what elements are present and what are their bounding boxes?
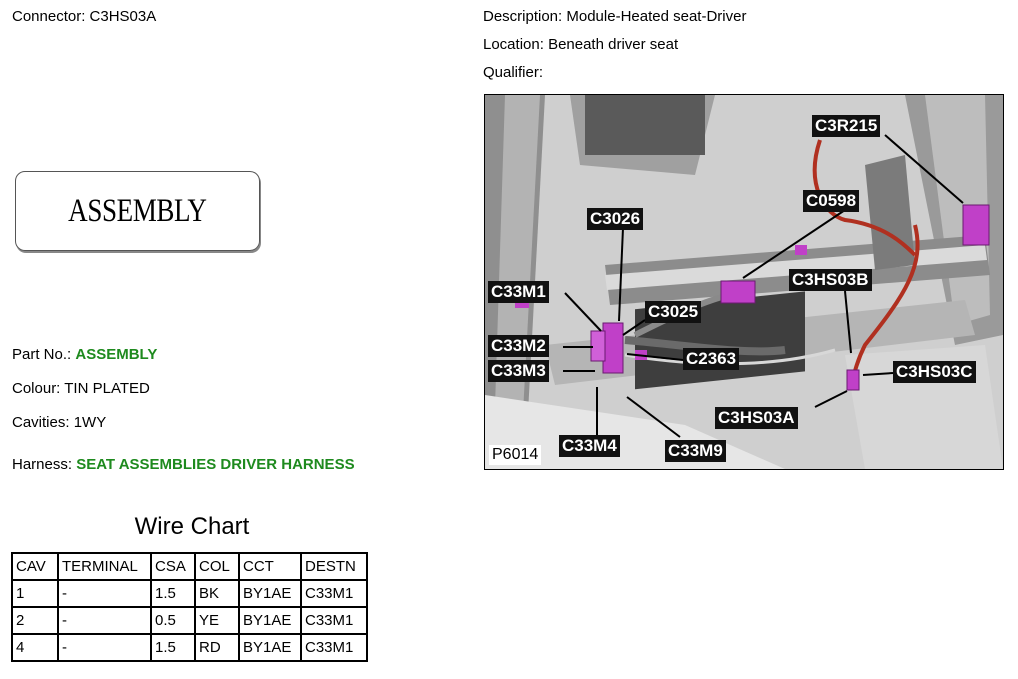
location-line (483, 36, 678, 53)
callout-c0598: C0598 (803, 190, 859, 212)
qualifier-label: Qualifier: (483, 64, 544, 81)
cell-terminal: - (58, 580, 151, 607)
callout-c2363: C2363 (683, 348, 739, 370)
header-csa: CSA (151, 553, 195, 580)
connector-line (12, 8, 156, 25)
description-value: Module-Heated seat-Driver (566, 8, 747, 25)
harness-value[interactable]: SEAT ASSEMBLIES DRIVER HARNESS (76, 456, 355, 473)
cell-terminal: - (58, 634, 151, 661)
colour-line (12, 380, 150, 397)
connector-location-figure (484, 94, 1004, 470)
location-value: Beneath driver seat (548, 36, 679, 53)
header-terminal: TERMINAL (58, 553, 151, 580)
table-row (12, 607, 367, 634)
cell-cct: BY1AE (239, 634, 301, 661)
connector-value: C3HS03A (89, 8, 157, 25)
cavities-value: 1WY (73, 414, 107, 431)
description-line (483, 8, 746, 25)
figure-id-label: P6014 (489, 445, 541, 465)
assembly-image (15, 171, 260, 251)
harness-line (12, 456, 355, 473)
connector-label: Connector: (12, 8, 86, 25)
callout-c33m3: C33M3 (488, 360, 549, 382)
cell-csa: 1.5 (151, 580, 195, 607)
part-no-label: Part No.: (12, 346, 72, 363)
callout-c3025: C3025 (645, 301, 701, 323)
colour-label: Colour: (12, 380, 61, 397)
cell-cav: 1 (12, 580, 58, 607)
qualifier-line (483, 64, 543, 81)
cavities-label: Cavities: (12, 414, 70, 431)
cell-destn[interactable]: C33M1 (301, 607, 367, 634)
cell-cct: BY1AE (239, 580, 301, 607)
harness-label: Harness: (12, 456, 73, 473)
table-row (12, 634, 367, 661)
callout-c33m4: C33M4 (559, 435, 620, 457)
cell-csa: 0.5 (151, 607, 195, 634)
cell-destn[interactable]: C33M1 (301, 580, 367, 607)
header-cav: CAV (12, 553, 58, 580)
callout-c33m1: C33M1 (488, 281, 549, 303)
callout-c33m2: C33M2 (488, 335, 549, 357)
header-cct: CCT (239, 553, 301, 580)
location-label: Location: (483, 36, 544, 53)
cell-col: RD (195, 634, 239, 661)
cell-terminal: - (58, 607, 151, 634)
cell-destn[interactable]: C33M1 (301, 634, 367, 661)
cell-csa: 1.5 (151, 634, 195, 661)
header-col: COL (195, 553, 239, 580)
header-destn: DESTN (301, 553, 367, 580)
wire-chart-table (11, 552, 368, 662)
part-no-line (12, 346, 157, 363)
cell-cav: 2 (12, 607, 58, 634)
cell-cct: BY1AE (239, 607, 301, 634)
cell-cav: 4 (12, 634, 58, 661)
cavities-line (12, 414, 106, 431)
assembly-image-text: ASSEMBLY (68, 192, 207, 229)
callout-c3hs03b: C3HS03B (789, 269, 872, 291)
part-no-value[interactable]: ASSEMBLY (75, 346, 158, 363)
cell-col: YE (195, 607, 239, 634)
callout-c3026: C3026 (587, 208, 643, 230)
callout-c33m9: C33M9 (665, 440, 726, 462)
wire-chart-header-row (12, 553, 367, 580)
description-label: Description: (483, 8, 563, 25)
cell-col: BK (195, 580, 239, 607)
callout-c3hs03a: C3HS03A (715, 407, 798, 429)
wire-chart-title: Wire Chart (134, 513, 250, 540)
table-row (12, 580, 367, 607)
callout-c3hs03c: C3HS03C (893, 361, 976, 383)
colour-value: TIN PLATED (64, 380, 150, 397)
callout-c3r215: C3R215 (812, 115, 880, 137)
